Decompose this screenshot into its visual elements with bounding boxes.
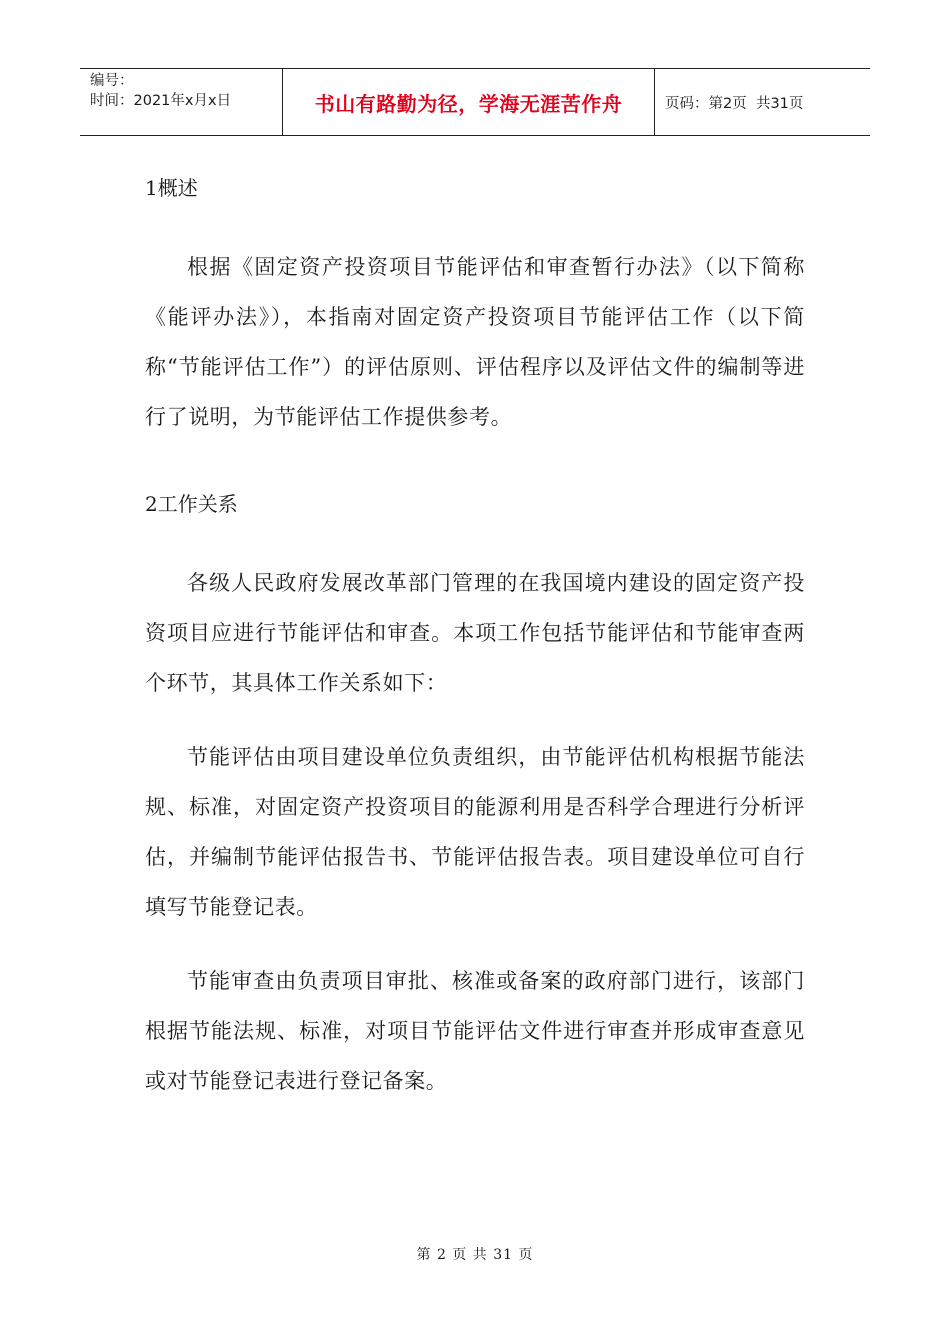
page-footer: 第 2 页 共 31 页 bbox=[416, 1247, 534, 1263]
paragraph-energy-review: 节能审查由负责项目审批、核准或备案的政府部门进行，该部门根据节能法规、标准，对项目节能评估文件进行审查并形成审查意见或对节能登记表进行登记备案。 bbox=[145, 969, 805, 1093]
document-body bbox=[145, 160, 805, 1106]
header-time-label: 时间：2021年x月x日 bbox=[90, 93, 232, 109]
paragraph-energy-assessment: 节能评估由项目建设单位负责组织，由节能评估机构根据节能法规、标准，对固定资产投资项目的能源利用是否科学合理进行分析评估，并编制节能评估报告书、节能评估报告表。项目建设单位可自行填写节能登记表。 bbox=[145, 745, 805, 919]
header-number-label: 编号： bbox=[90, 73, 134, 89]
header-page-code-text: 页码：第2页 共31页 bbox=[665, 95, 804, 112]
paragraph-overview: 根据《固定资产投资项目节能评估和审查暂行办法》（以下简称《能评办法》），本指南对固定资产投资项目节能评估工作（以下简称“节能评估工作”）的评估原则、评估程序以及评估文件的编制等进行了说明，为节能评估工作提供参考。 bbox=[145, 255, 805, 429]
header-meta bbox=[80, 69, 283, 135]
header-motto: 书山有路勤为径，学海无涯苦作舟 bbox=[283, 69, 655, 135]
section-heading-overview: 1概述 bbox=[145, 176, 198, 200]
document-header bbox=[80, 68, 870, 136]
header-page-code bbox=[655, 69, 870, 135]
section-heading-work-relation: 2工作关系 bbox=[145, 492, 238, 516]
paragraph-work-relation-intro: 各级人民政府发展改革部门管理的在我国境内建设的固定资产投资项目应进行节能评估和审查。本项工作包括节能评估和节能审查两个环节，其具体工作关系如下： bbox=[145, 571, 805, 695]
